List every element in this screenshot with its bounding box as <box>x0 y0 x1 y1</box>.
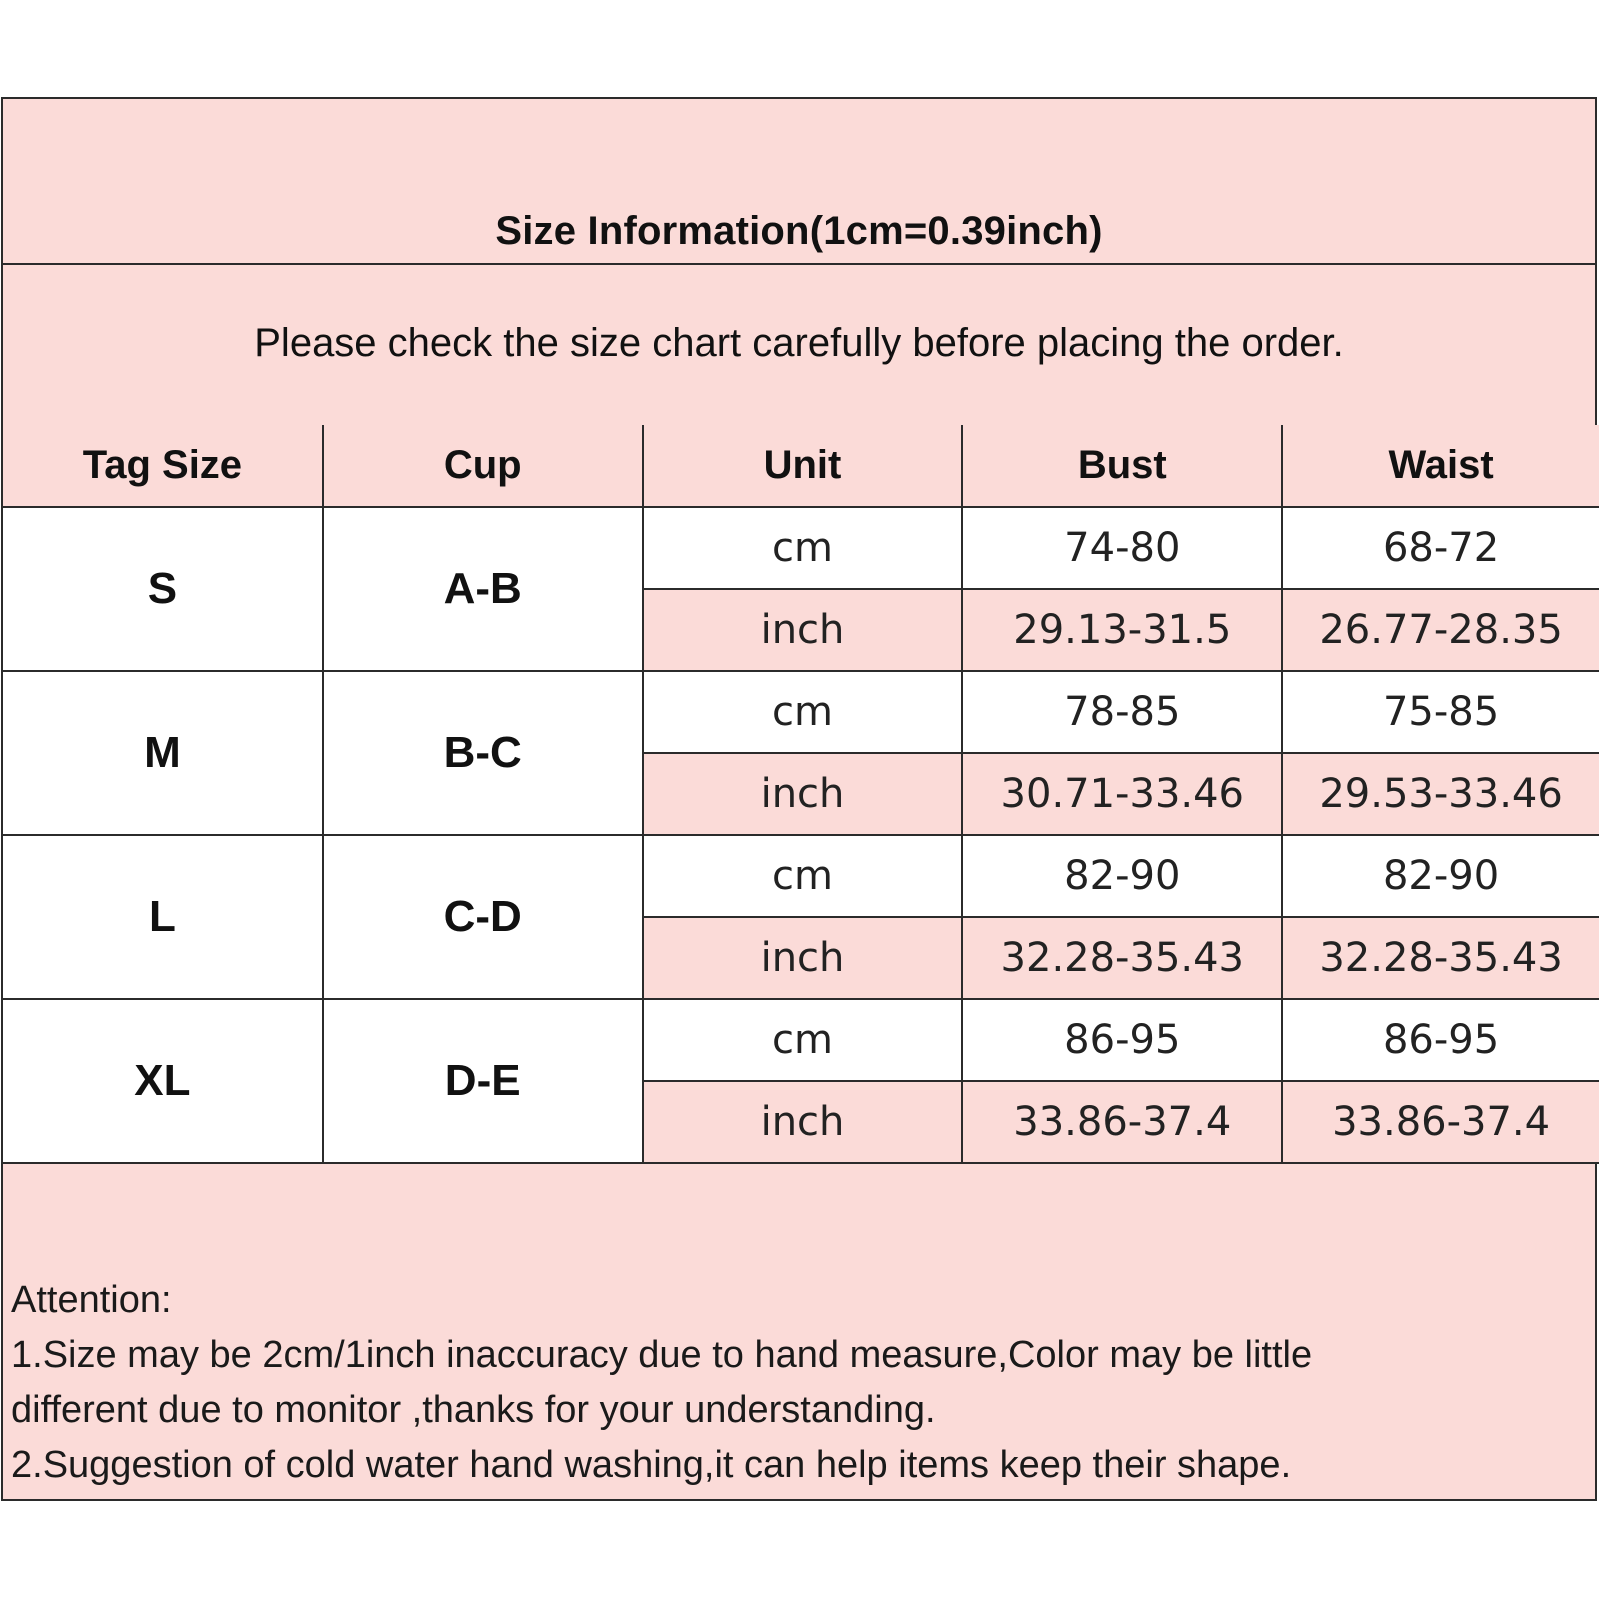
table-row <box>3 507 1599 589</box>
attention-notes <box>11 1273 1581 1493</box>
bust-cell: 29.13-31.5 <box>962 589 1282 671</box>
waist-cell: 32.28-35.43 <box>1282 917 1599 999</box>
size-chart-sheet <box>1 97 1597 1501</box>
bust-cell: 30.71-33.46 <box>962 753 1282 835</box>
unit-cell: inch <box>643 589 963 671</box>
header-unit: Unit <box>643 425 963 507</box>
attention-line-1: 1.Size may be 2cm/1inch inaccuracy due to hand measure,Color may be little <box>11 1334 1313 1376</box>
tag-size-cell: L <box>3 835 323 999</box>
waist-cell: 26.77-28.35 <box>1282 589 1599 671</box>
header-cup: Cup <box>323 425 643 507</box>
unit-cell: inch <box>643 1081 963 1163</box>
table-row <box>3 999 1599 1081</box>
bust-cell: 74-80 <box>962 507 1282 589</box>
bust-cell: 78-85 <box>962 671 1282 753</box>
bust-cell: 86-95 <box>962 999 1282 1081</box>
unit-cell: inch <box>643 917 963 999</box>
cup-cell: C-D <box>323 835 643 999</box>
waist-cell: 82-90 <box>1282 835 1599 917</box>
tag-size-cell: S <box>3 507 323 671</box>
unit-cell: cm <box>643 835 963 917</box>
cup-cell: A-B <box>323 507 643 671</box>
table-header-row <box>3 425 1599 507</box>
header-bust: Bust <box>962 425 1282 507</box>
table-row <box>3 671 1599 753</box>
size-info-title: Size Information(1cm=0.39inch) <box>495 209 1103 253</box>
unit-cell: cm <box>643 999 963 1081</box>
tag-size-cell: XL <box>3 999 323 1163</box>
note-row <box>3 263 1595 427</box>
waist-cell: 86-95 <box>1282 999 1599 1081</box>
tag-size-cell: M <box>3 671 323 835</box>
unit-cell: cm <box>643 671 963 753</box>
size-table <box>3 425 1599 1164</box>
bust-cell: 33.86-37.4 <box>962 1081 1282 1163</box>
cup-cell: D-E <box>323 999 643 1163</box>
header-tag-size: Tag Size <box>3 425 323 507</box>
attention-line-3: 2.Suggestion of cold water hand washing,it can help items keep their shape. <box>11 1444 1292 1486</box>
unit-cell: cm <box>643 507 963 589</box>
waist-cell: 68-72 <box>1282 507 1599 589</box>
table-row <box>3 835 1599 917</box>
waist-cell: 29.53-33.46 <box>1282 753 1599 835</box>
cup-cell: B-C <box>323 671 643 835</box>
waist-cell: 75-85 <box>1282 671 1599 753</box>
unit-cell: inch <box>643 753 963 835</box>
attention-line-2: different due to monitor ,thanks for your understanding. <box>11 1389 936 1431</box>
title-row <box>3 99 1595 265</box>
bust-cell: 82-90 <box>962 835 1282 917</box>
bust-cell: 32.28-35.43 <box>962 917 1282 999</box>
check-size-note: Please check the size chart carefully before placing the order. <box>254 321 1344 365</box>
waist-cell: 33.86-37.4 <box>1282 1081 1599 1163</box>
attention-heading: Attention: <box>11 1279 172 1321</box>
header-waist: Waist <box>1282 425 1599 507</box>
